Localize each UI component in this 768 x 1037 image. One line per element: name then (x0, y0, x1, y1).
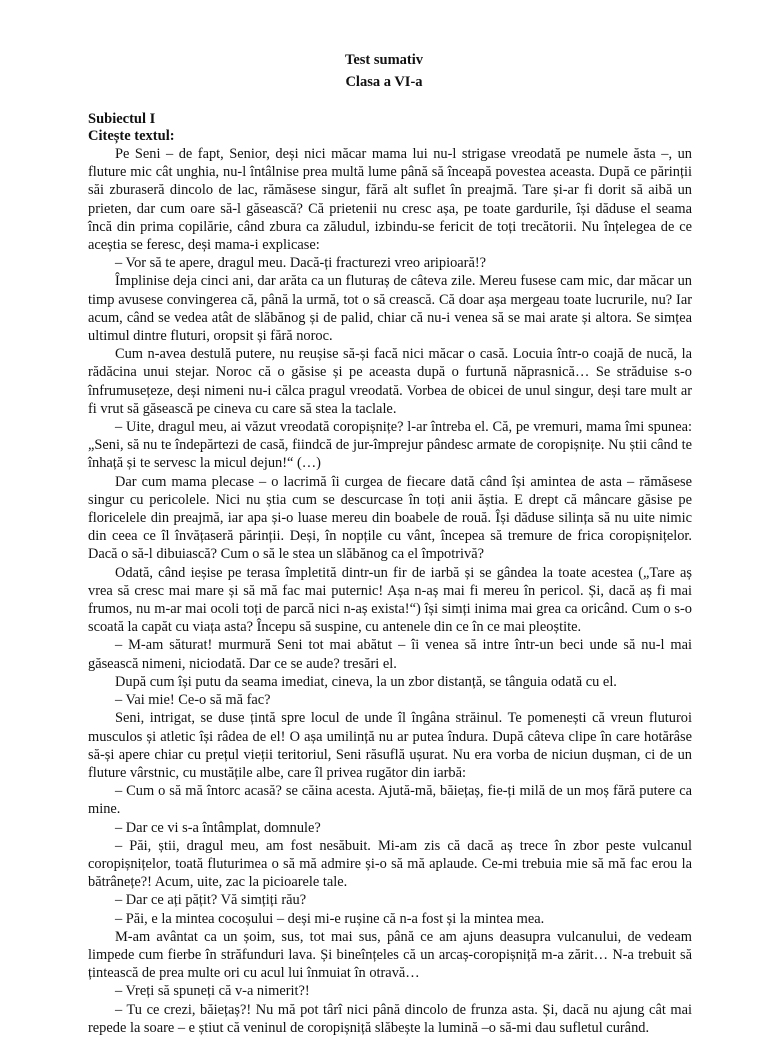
paragraph: După cum își putu da seama imediat, cineva, la un zbor distanță, se tânguia odată cu el. (115, 673, 617, 690)
paragraph: – Vreți să spuneți că v-a nimerit?! (115, 983, 310, 1000)
paragraph: Împlinise deja cinci ani, dar arăta ca un fluturaș de câteva zile. Mereu fusese cam mic, dar măcar un timp avusese convingerea că, până la urmă, tot o să crească. Că doar așa mergeau toate lucrurile, nu? Iar acum, când se vedea atât de slăbănog și de palid, chiar că nu-i venea să se mai arate și altora. Se simțea ultimul dintre fluturi, oropsit și fără noroc. (88, 273, 692, 345)
paragraph: M-am avântat ca un șoim, sus, tot mai sus, până ce am ajuns deasupra vulcanului, de vedeam limpede cum fierbe în străfunduri lava. Și bineînțeles că un arcaș-coropișniță m-a zărit… N-a trebuit să țintească de prea multe ori cu acul lui înmuiat în otravă… (88, 928, 692, 982)
paragraph: Pe Seni – de fapt, Senior, deși nici măcar mama lui nu-l strigase vreodată pe numele ăsta –, un fluture mic cât unghia, nu-l întâlnise prea multă lume până să înceapă povestea aceasta. După ce părinții săi zburaseră dincolo de lac, rămăsese singur, fără alt suflet în preajmă. Tare și-ar fi dorit să aibă un prieten, dar cum oare să-l găsească? Că prietenii nu cresc așa, pe toate gardurile, își dăduse el seama încă din prima copilărie, când zbura ca zăludul, izbindu-se fericit de toți trecătorii. Nu înțelegea de ce aceștia se feresc, deși mama-i explicase: (88, 146, 692, 254)
paragraph: – M-am săturat! murmură Seni tot mai abătut – îi venea să intre într-un beci unde să nu-l mai găsească nimeni, niciodată. Dar ce se aude? tresări el. (88, 637, 692, 672)
paragraph: Seni, intrigat, se duse țintă spre locul de unde îl îngâna străinul. Te pomenești că vreun fluturoi musculos și atletic își râdea de el! O așa umilință nu ar putea îndura. După câteva clipe în care hotărâse să-și apere chiar cu prețul vieții teritoriul, Seni răsuflă ușurat. Nu era vorba de niciun dușman, ci de un fluture vârstnic, cu mustățile albe, care îl privea rugător din iarbă: (88, 710, 692, 781)
paragraph: Dar cum mama plecase – o lacrimă îi curgea de fiecare dată când își amintea de asta – rămăsese singur cu pericolele. Nici nu știa cum se descurcase în toți anii ăștia. E drept că mâncare găsise pe floricelele din preajmă, iar apa și-o luase mereu din boabele de rouă. Își dăduse silința să nu uite nimic din ceea ce îl învățaseră părinții. Deși, în nopțile cu vânt, începea să tremure de frica coropișnițelor. Dacă o să-l dibuiască? Cum o să le stea un slăbănog ca el împotrivă? (88, 473, 692, 563)
story-text (88, 145, 692, 1037)
paragraph: – Dar ce ați pățit? Vă simțiți rău? (115, 892, 307, 909)
paragraph: – Tu ce crezi, băiețaș?! Nu mă pot târî nici până dincolo de frunza asta. Și, dacă nu ajung cât mai repede la soare – e știut că veninul de coropișniță slăbește la lumină –o să-mi dau sufletul curând. (88, 1001, 692, 1036)
section-instruction: Citește textul: (88, 128, 175, 144)
document-title: Test sumativ (344, 52, 423, 68)
paragraph: – Păi, știi, dragul meu, am fost nesăbuit. Mi-am zis că dacă aș trece în zbor peste vulcanul coropișnițelor, toată fluturimea o să mă admire și-o să mă aplaude. Ce-mi trebuia mie să mă fac erou la bătrânețe?! Acum, uite, zac la picioarele tale. (88, 837, 692, 891)
paragraph: – Vai mie! Ce-o să mă fac? (115, 692, 271, 709)
paragraph: – Păi, e la mintea cocoșului – deși mi-e rușine că n-a fost și la mintea mea. (115, 910, 545, 927)
paragraph: Odată, când ieșise pe terasa împletită dintr-un fir de iarbă și se gândea la toate acestea („Tare aș vrea să cresc mai mare și să mă fac mai puternic! Așa n-aș mai fi mereu în pericol. Și, dacă aș fi mai frumos, nu m-ar mai ocoli toți de parcă nici n-aș exista!“) își simți inima mai grea ca oricând. Cum o s-o scoată la capăt cu viața asta? Începu să suspine, cu antenele din ce în ce mai pleoștite. (88, 564, 692, 636)
paragraph: Cum n-avea destulă putere, nu reușise să-și facă nici măcar o casă. Locuia într-o coajă de nucă, la rădăcina unui stejar. Noroc că o găsise și pe aceasta după o furtună năprasnică… Se străduise s-o înfrumusețeze, deși nimeni nu-i călca pragul vreodată. Vorbea de obicei de unul singur, deși tare mult ar fi vrut să găsească pe cineva cu care să stea la taclale. (88, 346, 692, 417)
paragraph: – Vor să te apere, dragul meu. Dacă-ți fracturezi vreo aripioară!? (115, 255, 487, 272)
document-subtitle: Clasa a VI-a (345, 74, 423, 90)
section-label: Subiectul I (88, 111, 156, 127)
paragraph: – Dar ce vi s-a întâmplat, domnule? (115, 819, 321, 836)
paragraph: – Uite, dragul meu, ai văzut vreodată coropișnițe? l-ar întreba el. Că, pe vremuri, mama îmi spunea: „Seni, să nu te îndepărtezi de casă, fiindcă de jur-împrejur pândesc armate de coropișnițe. Nu știi când te înhață și te servesc la micul dejun!“ (…) (88, 419, 692, 472)
paragraph: – Cum o să mă întorc acasă? se căina acesta. Ajută-mă, băiețaș, fie-ți milă de un moș fără putere ca mine. (88, 783, 692, 818)
